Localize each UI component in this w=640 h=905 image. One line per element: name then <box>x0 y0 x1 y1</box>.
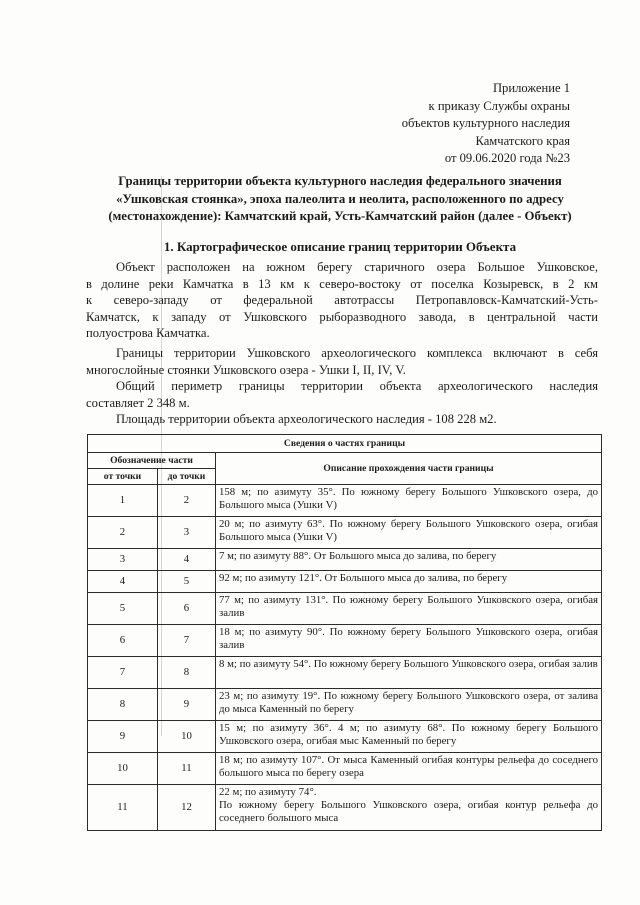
cell-to-point: 7 <box>158 625 216 657</box>
table-row <box>88 593 602 625</box>
paragraph-line: Общий периметр границы территории объекта археологического наследия <box>116 379 598 393</box>
cell-to-point: 2 <box>158 485 216 517</box>
cell-to-point: 6 <box>158 593 216 625</box>
table-row <box>88 753 602 785</box>
paragraph-line: полуострова Камчатка. <box>86 326 210 340</box>
cell-from-point: 1 <box>88 485 158 517</box>
table-row <box>88 571 602 593</box>
header-line: объектов культурного наследия <box>401 116 570 130</box>
table-row <box>88 549 602 571</box>
cell-description: 20 м; по азимуту 63°. По южному берегу Большого Ушковского озера, огибая Большого мыса (Ушки V) <box>216 517 602 549</box>
cell-to-point: 4 <box>158 549 216 571</box>
paragraph-line: Границы территории Ушковского археологического комплекса включают в себя <box>116 346 598 360</box>
section-heading: 1. Картографическое описание границ территории Объекта <box>163 239 517 254</box>
appendix-header <box>340 80 570 168</box>
paragraph-line: Камчатск, к западу от Ушковского рыборазводного завода, в центральной части <box>86 309 598 324</box>
paragraph-line: Площадь территории объекта археологического наследия - 108 228 м2. <box>116 412 497 426</box>
paragraph-line: составляет 2 348 м. <box>86 395 190 410</box>
cell-from-point: 11 <box>88 785 158 831</box>
description-line: По южному берегу Большого Ушковского озера, огибая контур рельефа до соседнего большого мыса <box>219 799 598 824</box>
paragraph-perimeter <box>86 378 598 411</box>
column-header-description: Описание прохождения части границы <box>216 453 602 485</box>
title-line: Границы территории объекта культурного наследия федерального значения <box>118 174 562 188</box>
table-row <box>88 517 602 549</box>
cell-to-point: 11 <box>158 753 216 785</box>
cell-from-point: 6 <box>88 625 158 657</box>
title-line: (местонахождение): Камчатский край, Усть-Камчатский район (далее - Объект) <box>108 209 572 223</box>
header-line: Приложение 1 <box>492 81 570 95</box>
cell-to-point: 9 <box>158 689 216 721</box>
paragraph-line: многослойные стоянки Ушковского озера - Ушки I, II, IV, V. <box>86 362 406 377</box>
paragraph-line: в долине реки Камчатка в 13 км к северо-востоку от поселка Козыревск, в 2 км <box>86 276 598 291</box>
cell-from-point: 9 <box>88 721 158 753</box>
cell-description: 8 м; по азимуту 54°. По южному берегу Большого Ушковского озера, огибая залив <box>216 657 602 689</box>
cell-description: 77 м; по азимуту 131°. По южному берегу Большого Ушковского озера, огибая залив <box>216 593 602 625</box>
cell-from-point: 5 <box>88 593 158 625</box>
cell-to-point: 3 <box>158 517 216 549</box>
description-line: 22 м; по азимуту 74°. <box>219 786 317 798</box>
table-row <box>88 721 602 753</box>
title-line: «Ушковская стоянка», эпоха палеолита и неолита, расположенного по адресу <box>116 191 564 206</box>
cell-from-point: 8 <box>88 689 158 721</box>
column-header-from: от точки <box>88 469 158 485</box>
table-caption: Сведения о частях границы <box>88 435 602 453</box>
cell-from-point: 3 <box>88 549 158 571</box>
cell-description: 15 м; по азимуту 36°. 4 м; по азимуту 68°. По южному берегу Большого Ушковского озера, огибая мыс Каменный по берегу <box>216 721 602 753</box>
boundary-parts-table <box>87 434 602 831</box>
header-line: к приказу Службы охраны <box>428 98 570 113</box>
paragraph-location <box>86 259 598 342</box>
table-row <box>88 657 602 689</box>
header-line: Камчатского края <box>475 133 570 148</box>
header-line: от 09.06.2020 года №23 <box>444 151 570 165</box>
cell-description: 92 м; по азимуту 121°. От Большого мыса до залива, по берегу <box>216 571 602 593</box>
paragraph-boundaries <box>86 345 598 378</box>
cell-description: 18 м; по азимуту 107°. От мыса Каменный огибая контуры рельефа до соседнего большого мыса по берегу озера <box>216 753 602 785</box>
paragraph-line: к северо-западу от федеральной автотрассы Петропавловск-Камчатский-Усть- <box>86 293 598 307</box>
table-row <box>88 689 602 721</box>
cell-description: 23 м; по азимуту 19°. По южному берегу Большого Ушковского озера, от залива до мыса Каменный по берегу <box>216 689 602 721</box>
table-row <box>88 785 602 831</box>
cell-description: 18 м; по азимуту 90°. По южному берегу Большого Ушковского озера, огибая залив <box>216 625 602 657</box>
cell-description: 158 м; по азимуту 35°. По южному берегу Большого Ушковского озера, до Большого мыса (Ушки V) <box>216 485 602 517</box>
paragraph-line: Объект расположен на южном берегу старичного озера Большое Ушковское, <box>116 260 598 274</box>
table-row <box>88 625 602 657</box>
cell-description <box>216 785 602 831</box>
cell-description: 7 м; по азимуту 88°. От Большого мыса до залива, по берегу <box>216 549 602 571</box>
cell-to-point: 5 <box>158 571 216 593</box>
cell-from-point: 4 <box>88 571 158 593</box>
column-header-to: до точки <box>158 469 216 485</box>
table-row <box>88 485 602 517</box>
cell-from-point: 2 <box>88 517 158 549</box>
cell-to-point: 8 <box>158 657 216 689</box>
column-group-header: Обозначение части <box>88 453 216 469</box>
paragraph-area <box>86 411 598 428</box>
cell-to-point: 12 <box>158 785 216 831</box>
cell-from-point: 10 <box>88 753 158 785</box>
cell-from-point: 7 <box>88 657 158 689</box>
cell-to-point: 10 <box>158 721 216 753</box>
document-title <box>80 173 600 226</box>
